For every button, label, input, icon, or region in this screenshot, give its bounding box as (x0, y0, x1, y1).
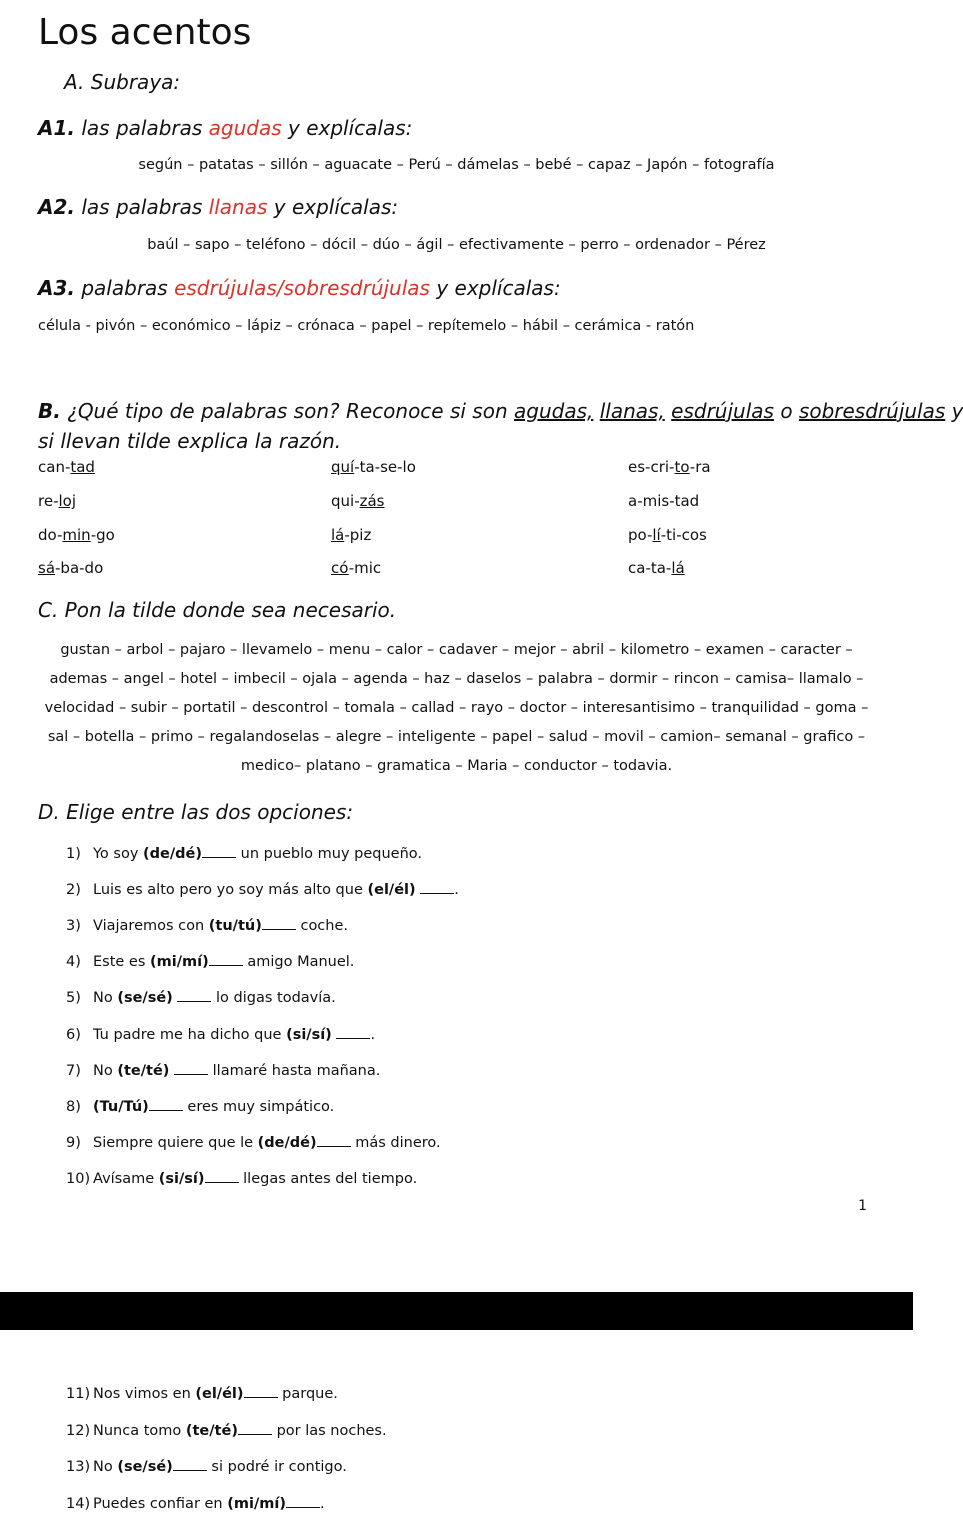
item-number: 12) (66, 1422, 91, 1439)
exercise-item (66, 1385, 338, 1402)
item-options: (si/sí) (158, 1170, 205, 1187)
answer-blank[interactable] (336, 1026, 370, 1039)
item-text: Yo soy (93, 846, 139, 862)
item-options: (te/té) (117, 1062, 170, 1079)
item-text-after: . (454, 882, 459, 899)
highlight-agudas: agudas (208, 116, 282, 140)
c-word-line: sal – botella – primo – regalandoselas – alegre – inteligente – papel – salud – movil – camion– semanal – grafico – (47, 729, 866, 745)
section-b-line2: si llevan tilde explica la razón. (38, 429, 342, 453)
item-options: (Tu/Tú) (93, 1098, 149, 1115)
exercise-item (66, 1026, 375, 1043)
item-text: Siempre quiere que le (93, 1134, 254, 1151)
item-number: 11) (66, 1386, 91, 1402)
page-separator-band (0, 1292, 913, 1330)
exercise-item (66, 845, 422, 862)
item-options: (se/sé) (117, 1459, 173, 1475)
exercise-item (66, 1134, 441, 1151)
item-number: 2) (66, 882, 81, 899)
highlight-esdrujulas: esdrújulas/sobresdrújulas (174, 276, 430, 300)
syllable-word: sá-ba-do (38, 559, 104, 577)
item-text: Puedes confiar en (93, 1495, 223, 1512)
item-text-after: llamaré hasta mañana. (212, 1062, 381, 1079)
syllable-word: qui-zás (331, 492, 385, 510)
item-options: (de/dé) (143, 846, 203, 862)
answer-blank[interactable] (174, 1062, 208, 1075)
item-text-after: si podré ir contigo. (211, 1459, 347, 1475)
item-number: 8) (66, 1098, 81, 1115)
item-number: 14) (66, 1495, 91, 1512)
item-options: (el/él) (195, 1386, 244, 1402)
section-d-heading: D. Elige entre las dos opciones: (38, 800, 354, 824)
item-options: (el/él) (367, 882, 416, 899)
exercise-item (66, 917, 348, 934)
item-text: Tu padre me ha dicho que (93, 1026, 282, 1043)
syllable-word: a-mis-tad (628, 492, 700, 510)
item-text: No (93, 1062, 113, 1079)
answer-blank[interactable] (244, 1385, 278, 1398)
exercise-item (66, 1422, 387, 1439)
syllable-word: do-min-go (38, 526, 115, 544)
worksheet-page-2 (0, 1330, 913, 1525)
exercise-item (66, 1062, 380, 1079)
answer-blank[interactable] (238, 1422, 272, 1435)
answer-blank[interactable] (149, 1098, 183, 1111)
exercise-item (66, 1495, 325, 1512)
exercise-item (66, 1098, 334, 1115)
answer-blank[interactable] (262, 917, 296, 930)
c-word-line: gustan – arbol – pajaro – llevamelo – menu – calor – cadaver – mejor – abril – kilometro – examen – caracter – (60, 642, 853, 658)
item-text: Este es (93, 954, 146, 971)
syllable-word: re-loj (38, 492, 76, 510)
page-title: Los acentos (38, 12, 252, 53)
item-text-after: parque. (282, 1386, 338, 1402)
item-options: (se/sé) (117, 990, 173, 1007)
answer-blank[interactable] (202, 845, 236, 858)
a2-heading: A2. las palabras llanas y explícalas: (38, 195, 399, 219)
answer-blank[interactable] (317, 1134, 351, 1147)
c-word-line: ademas – angel – hotel – imbecil – ojala – agenda – haz – daselos – palabra – dormir – rincon – camisa– llamalo – (49, 671, 864, 687)
item-text-after: amigo Manuel. (247, 954, 355, 971)
exercise-item (66, 989, 336, 1006)
item-text-after: coche. (300, 918, 349, 935)
answer-blank[interactable] (173, 1458, 207, 1471)
c-word-line: velocidad – subir – portatil – descontrol – tomala – callad – rayo – doctor – interesantisimo – tranquilidad – goma – (44, 700, 869, 716)
exercise-item (66, 1458, 347, 1475)
item-text-after: eres muy simpático. (187, 1098, 335, 1115)
item-options: (de/dé) (257, 1134, 317, 1151)
page-number: 1 (858, 1198, 867, 1214)
item-number: 3) (66, 918, 81, 935)
item-text-after: un pueblo muy pequeño. (240, 846, 423, 862)
exercise-item (66, 881, 459, 898)
item-text-after: . (319, 1495, 325, 1512)
exercise-item (66, 1170, 417, 1187)
item-text: Nos vimos en (93, 1386, 191, 1402)
item-text-after: llegas antes del tiempo. (243, 1170, 418, 1187)
syllable-word: es-cri-to-ra (628, 458, 711, 476)
syllable-word: ca-ta-lá (628, 559, 685, 577)
item-options: (mi/mí) (150, 954, 209, 971)
item-text-after: por las noches. (276, 1422, 387, 1439)
c-word-line: medico– platano – gramatica – Maria – conductor – todavia. (240, 758, 673, 774)
item-number: 9) (66, 1134, 81, 1151)
a3-heading: A3. palabras esdrújulas/sobresdrújulas y explícalas: (38, 276, 561, 300)
answer-blank[interactable] (205, 1170, 239, 1183)
section-a-heading: A. Subraya: (64, 70, 181, 94)
item-text: Nunca tomo (93, 1422, 182, 1439)
item-text-after: más dinero. (355, 1134, 441, 1151)
item-number: 1) (66, 846, 81, 862)
item-text: Viajaremos con (93, 918, 205, 935)
syllable-word: quí-ta-se-lo (331, 458, 416, 476)
item-options: (si/sí) (286, 1026, 332, 1043)
item-options: (mi/mí) (227, 1495, 286, 1512)
item-options: (tu/tú) (208, 918, 262, 935)
highlight-llanas: llanas (208, 195, 268, 219)
answer-blank[interactable] (177, 989, 211, 1002)
item-text: Luis es alto pero yo soy más alto que (93, 882, 363, 899)
syllable-word: có-mic (331, 559, 382, 577)
answer-blank[interactable] (209, 953, 243, 966)
exercise-item (66, 953, 354, 970)
item-number: 7) (66, 1062, 81, 1079)
a3-word-list: célula - pivón – económico – lápiz – crónaca – papel – repítemelo – hábil – cerámica - ratón (38, 318, 695, 334)
answer-blank[interactable] (286, 1495, 320, 1508)
item-options: (te/té) (185, 1422, 238, 1439)
a1-word-list: según – patatas – sillón – aguacate – Perú – dámelas – bebé – capaz – Japón – fotografía (138, 157, 775, 173)
item-text: Avísame (93, 1170, 155, 1187)
item-number: 6) (66, 1026, 81, 1043)
item-text: No (93, 1459, 113, 1475)
item-number: 5) (66, 990, 81, 1007)
section-b-heading: B. ¿Qué tipo de palabras son? Reconoce si son agudas, llanas, esdrújulas o sobresdrújulas y (38, 399, 963, 423)
item-text-after: . (370, 1026, 376, 1043)
item-text-after: lo digas todavía. (216, 990, 336, 1007)
section-c-heading: C. Pon la tilde donde sea necesario. (38, 598, 397, 622)
syllable-word: can-tad (38, 458, 95, 476)
item-number: 13) (66, 1459, 91, 1475)
a1-heading: A1. las palabras agudas y explícalas: (38, 116, 413, 140)
syllable-word: po-lí-ti-cos (628, 526, 707, 544)
answer-blank[interactable] (420, 881, 454, 894)
a2-word-list: baúl – sapo – teléfono – dócil – dúo – ágil – efectivamente – perro – ordenador – Pérez (147, 237, 766, 253)
item-text: No (93, 990, 113, 1007)
item-number: 10) (66, 1170, 91, 1187)
syllable-word: lá-piz (331, 526, 372, 544)
item-number: 4) (66, 954, 81, 971)
